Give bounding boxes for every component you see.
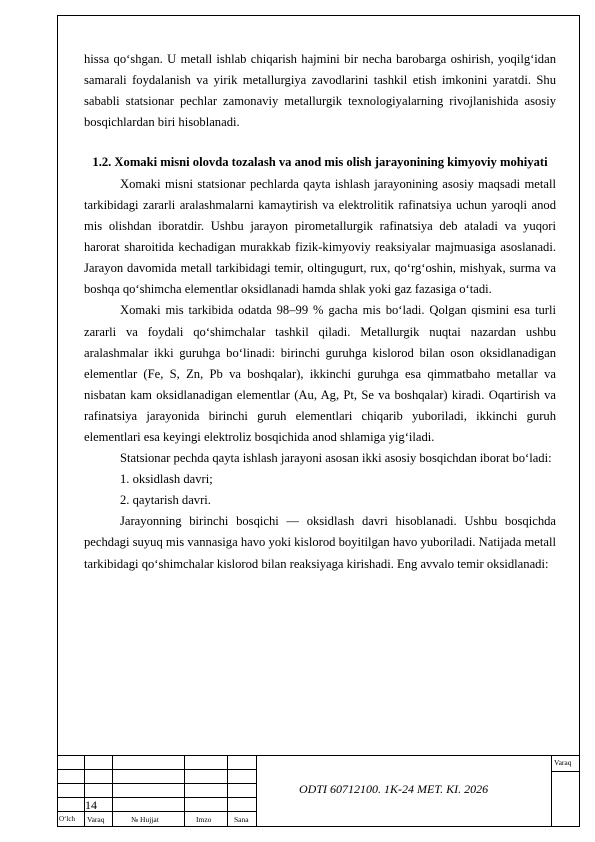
paragraph-purpose: Xomaki misni statsionar pechlarda qayta ishlash jarayonining asosiy maqsadi metall tarkibidagi zararli aralashmalarni kamaytirish va elektrolitik rafinatsiya uchun yaroqli anod mis olishdan iboratdir. Ushbu jarayon pirometallurgik rafinatsiya deb ataladi va yuqori harorat sharoitida kechadigan murakkab fizik-kimyoviy reaksiyalar majmuasiga asoslanadi. Jarayon davomida metall tarkibidagi temir, oltingugurt, rux, qo‘rg‘oshin, mishyak, surma va boshqa qo‘shimcha elementlar oksidlanadi hamda shlak yoki gaz fazasiga o‘tadi. [84,176,556,297]
paragraph-stages: Statsionar pechda qayta ishlash jarayoni asosan ikki asosiy bosqichdan iborat bo‘ladi: [120,451,552,466]
paragraph-intro: hissa qo‘shgan. U metall ishlab chiqarish hajmini bir necha barobarga oshirish, yoqilg‘idan samarali foydalanish va yirik metallurgiya zavodlarini tashkil etish imkonini yaratdi. Shu sababli statsionar pechlar zamonaviy metallurgik texnologiyalarning rivojlanishida asosiy bosqichlardan biri hisoblanadi. [84,52,556,130]
varaq-label: Varaq [554,758,572,767]
document-body [84,49,556,575]
paragraph-composition: Xomaki mis tarkibida odatda 98–99 % gacha mis bo‘ladi. Qolgan qismini esa turli zararli va foydali qo‘shimchalar tashkil qiladi. Metallurgik nuqtai nazardan ushbu aralashmalar ikki guruhga bo‘linadi: birinchi guruhga kislorod bilan oson oksidlanadigan elementlar (Fe, S, Zn, Pb va boshqalar), ikkinchi guruhga esa qimmatbaho metallar va nisbatan kam oksidlanadigan elementlar (Au, Ag, Pt, Se va boshqalar) kiradi. Oqartirish va rafinatsiya jarayonida birinchi guruh elementlari chiqarib yuboriladi, ikkinchi guruh elementlari esa keyingi elektroliz bosqichida anod shlamiga yig‘iladi. [84,303,556,444]
page-number: 14 [85,798,97,812]
document-code: ODTI 60712100. 1K-24 MET. KI. 2026 [299,782,489,796]
col-olch-label: O‘lch [59,815,75,823]
title-block [57,755,580,827]
list-item-reduction: 2. qaytarish davri. [120,493,211,508]
list-item-oxidation: 1. oksidlash davri; [120,472,213,487]
col-sana-label: Sana [234,815,249,824]
col-imzo-label: Imzo [196,815,212,824]
col-hujjat-label: № Hujjat [131,815,159,824]
section-heading: 1.2. Xomaki misni olovda tozalash va anod mis olish jarayonining kimyoviy mohiyati [92,155,548,170]
col-varaq-label: Varaq [87,815,105,824]
paragraph-first-stage: Jarayonning birinchi bosqichi — oksidlash davri hisoblanadi. Ushbu bosqichda pechdagi suyuq mis vannasiga havo yoki kislorod boyitilgan havo yuboriladi. Natijada metall tarkibidagi qo‘shimchalar kislorod bilan reaksiyaga kirishadi. Eng avvalo temir oksidlanadi: [84,514,556,571]
